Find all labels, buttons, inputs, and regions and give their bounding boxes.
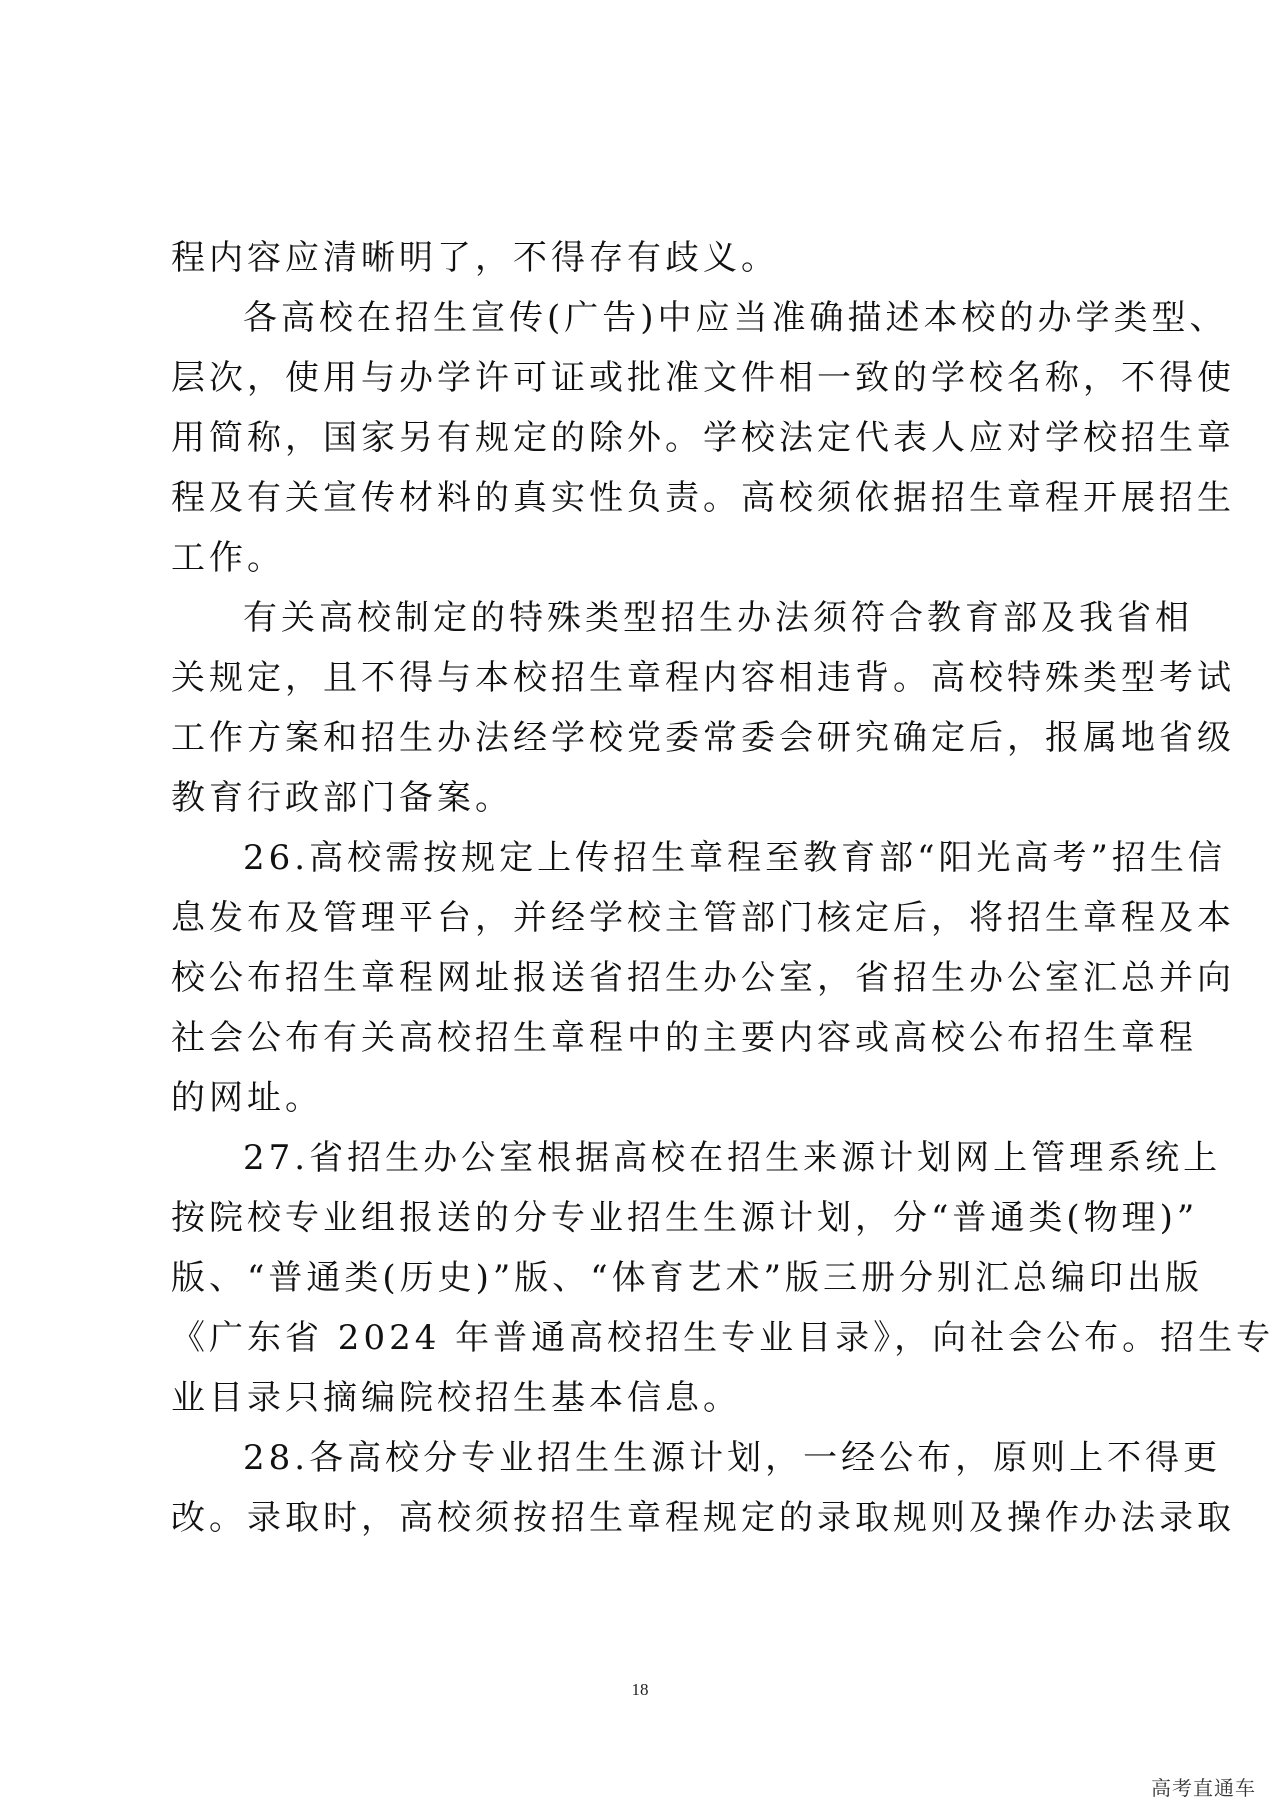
text-line: 社会公布有关高校招生章程中的主要内容或高校公布招生章程	[171, 1018, 1197, 1058]
text-line: 改。录取时，高校须按招生章程规定的录取规则及操作办法录取	[171, 1498, 1235, 1538]
paragraph	[171, 828, 1235, 1128]
text-line: 《广东省 2024 年普通高校招生专业目录》，向社会公布。招生专	[171, 1318, 1275, 1358]
text-line: 关规定，且不得与本校招生章程内容相违背。高校特殊类型考试	[171, 658, 1235, 698]
text-line: 按院校专业组报送的分专业招生生源计划，分“普通类(物理)”	[171, 1198, 1199, 1238]
text-line: 业目录只摘编院校招生基本信息。	[171, 1378, 741, 1418]
text-line: 28.各高校分专业招生生源计划，一经公布，原则上不得更	[243, 1438, 1222, 1478]
text-line: 用简称，国家另有规定的除外。学校法定代表人应对学校招生章	[171, 418, 1235, 458]
paragraph	[171, 228, 1121, 288]
document-body	[171, 228, 1275, 1548]
text-line: 校公布招生章程网址报送省招生办公室，省招生办公室汇总并向	[171, 958, 1235, 998]
text-line: 各高校在招生宣传(广告)中应当准确描述本校的办学类型、	[243, 298, 1228, 338]
watermark-text: 高考直通车	[1151, 1776, 1256, 1800]
paragraph	[171, 1128, 1275, 1428]
paragraph	[171, 588, 1235, 828]
text-line: 26.高校需按规定上传招生章程至教育部“阳光高考”招生信	[243, 838, 1226, 878]
paragraph	[171, 288, 1235, 588]
text-line: 程及有关宣传材料的真实性负责。高校须依据招生章程开展招生	[171, 478, 1235, 518]
text-line: 版、“普通类(历史)”版、“体育艺术”版三册分别汇总编印出版	[171, 1258, 1204, 1298]
text-line: 教育行政部门备案。	[171, 778, 513, 818]
text-line: 息发布及管理平台，并经学校主管部门核定后，将招生章程及本	[171, 898, 1235, 938]
text-line: 层次，使用与办学许可证或批准文件相一致的学校名称，不得使	[171, 358, 1235, 398]
text-line: 27.省招生办公室根据高校在招生来源计划网上管理系统上	[243, 1138, 1222, 1178]
text-line: 程内容应清晰明了，不得存有歧义。	[171, 238, 779, 278]
text-line: 有关高校制定的特殊类型招生办法须符合教育部及我省相	[243, 598, 1193, 638]
page-number: 18	[631, 1680, 649, 1699]
text-line: 工作方案和招生办法经学校党委常委会研究确定后，报属地省级	[171, 718, 1235, 758]
text-line: 工作。	[171, 538, 285, 578]
paragraph	[171, 1428, 1235, 1548]
text-line: 的网址。	[171, 1078, 323, 1118]
